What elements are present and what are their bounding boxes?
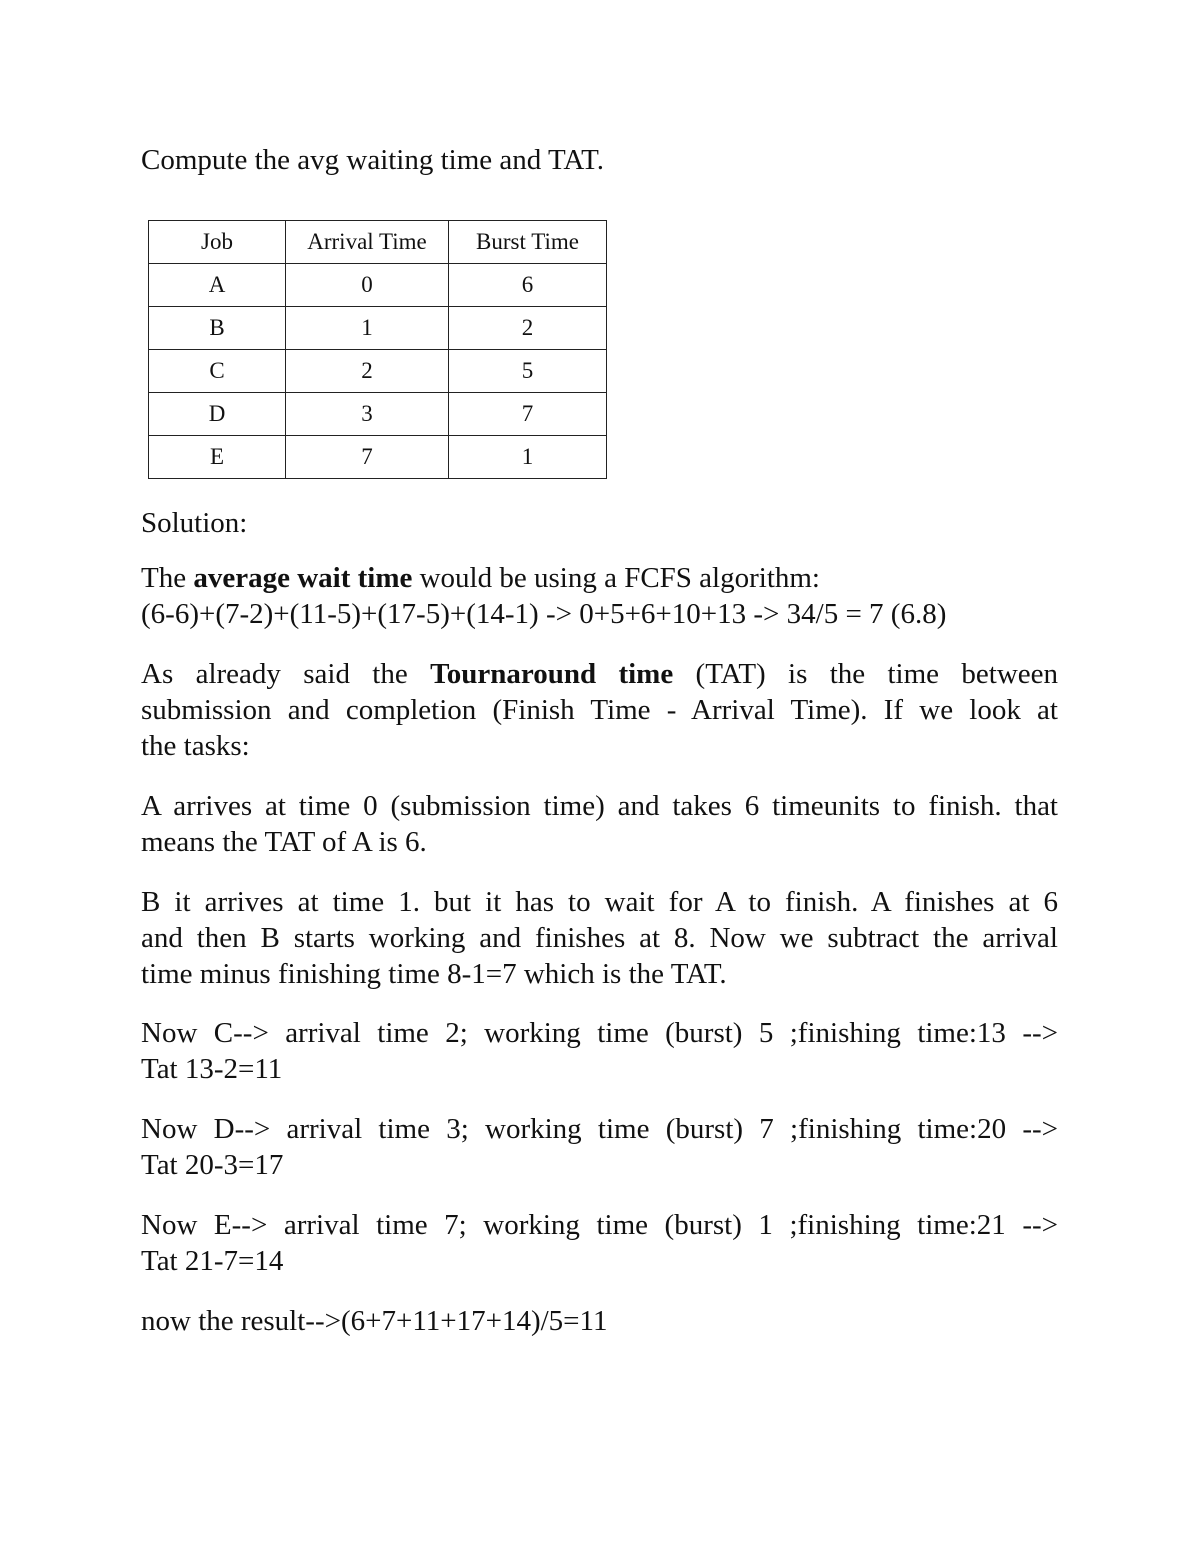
tat-intro-text: submission and completion (Finish Time - Arrival Time). If we look at <box>141 694 1058 726</box>
avg-wait-suffix: would be using a FCFS algorithm: <box>412 562 820 594</box>
table-cell-arrival: 2 <box>286 350 449 393</box>
table-cell-arrival: 7 <box>286 436 449 479</box>
para-b-text: B it arrives at time 1. but it has to wait for A to finish. A finishes at 6 <box>141 886 1058 918</box>
para-a-line-2: means the TAT of A is 6. <box>141 826 427 858</box>
para-b-line-3: time minus finishing time 8-1=7 which is the TAT. <box>141 958 727 990</box>
table-cell-burst: 2 <box>449 307 607 350</box>
para-b-line-2 <box>141 920 1058 956</box>
avg-wait-sentence <box>141 560 820 596</box>
table-cell-burst: 1 <box>449 436 607 479</box>
para-b-text: and then B starts working and finishes at 8. Now we subtract the arrival <box>141 922 1058 954</box>
para-c-text: Now C--> arrival time 2; working time (burst) 5 ;finishing time:13 --> <box>141 1017 1058 1049</box>
para-d-line-1 <box>141 1111 1058 1147</box>
table-header-burst: Burst Time <box>449 221 607 264</box>
solution-label: Solution: <box>141 507 248 539</box>
para-a-text: A arrives at time 0 (submission time) and takes 6 timeunits to finish. that <box>141 790 1058 822</box>
table-cell-burst: 6 <box>449 264 607 307</box>
para-a-line-1 <box>141 788 1058 824</box>
para-b-line-1 <box>141 884 1058 920</box>
avg-wait-formula: (6-6)+(7-2)+(11-5)+(17-5)+(14-1) -> 0+5+6+10+13 -> 34/5 = 7 (6.8) <box>141 598 947 630</box>
tat-intro-line-1 <box>141 656 1058 692</box>
para-e-text: Now E--> arrival time 7; working time (burst) 1 ;finishing time:21 --> <box>141 1209 1058 1241</box>
para-e-line-1 <box>141 1207 1058 1243</box>
para-c-line-1 <box>141 1015 1058 1051</box>
tat-intro-prefix: As already said the <box>141 658 431 690</box>
tat-intro-line-2 <box>141 692 1058 728</box>
table-row <box>149 307 607 350</box>
avg-wait-bold-term: average wait time <box>193 562 413 594</box>
tat-intro-line-3: the tasks: <box>141 730 250 762</box>
table-cell-job: B <box>149 307 286 350</box>
table-cell-job: C <box>149 350 286 393</box>
table-cell-job: A <box>149 264 286 307</box>
table-row <box>149 350 607 393</box>
table-header-arrival: Arrival Time <box>286 221 449 264</box>
table-row <box>149 264 607 307</box>
tat-bold-term: Tournaround time <box>430 658 674 690</box>
table-cell-job: D <box>149 393 286 436</box>
para-c-line-2: Tat 13-2=11 <box>141 1053 283 1085</box>
table-header-job: Job <box>149 221 286 264</box>
table-header-row <box>149 221 607 264</box>
result-line: now the result-->(6+7+11+17+14)/5=11 <box>141 1305 608 1337</box>
table-row <box>149 393 607 436</box>
table-cell-burst: 7 <box>449 393 607 436</box>
table-cell-arrival: 1 <box>286 307 449 350</box>
table-row <box>149 436 607 479</box>
table-cell-arrival: 3 <box>286 393 449 436</box>
para-d-line-2: Tat 20-3=17 <box>141 1149 284 1181</box>
table-cell-burst: 5 <box>449 350 607 393</box>
para-d-text: Now D--> arrival time 3; working time (burst) 7 ;finishing time:20 --> <box>141 1113 1058 1145</box>
table-cell-job: E <box>149 436 286 479</box>
tat-intro-suffix: (TAT) is the time between <box>673 658 1059 690</box>
avg-wait-prefix: The <box>141 562 194 594</box>
jobs-table <box>148 220 607 479</box>
question-heading: Compute the avg waiting time and TAT. <box>141 144 604 176</box>
para-e-line-2: Tat 21-7=14 <box>141 1245 284 1277</box>
table-cell-arrival: 0 <box>286 264 449 307</box>
